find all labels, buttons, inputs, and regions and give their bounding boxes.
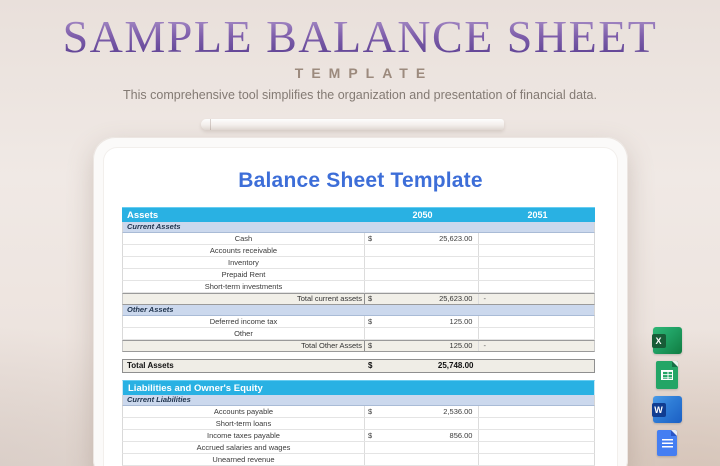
amount-value: 856.00: [449, 431, 473, 440]
table-row: [122, 430, 595, 442]
row-label-cell: Other: [123, 328, 365, 339]
table-row: [122, 352, 595, 359]
amount-cell-2050: [365, 454, 480, 465]
amount-cell-2051: [480, 222, 595, 232]
hero: [0, 11, 720, 102]
amount-cell-2051: [479, 294, 594, 304]
folded-corner-icon: [672, 361, 678, 367]
currency-symbol: $: [367, 407, 373, 416]
amount-cell-2050: [365, 418, 480, 429]
row-label-cell: Short-term investments: [123, 281, 365, 292]
amount-cell-2051: [480, 360, 595, 372]
amount-cell-2050: [365, 269, 480, 280]
row-label-cell: Total Other Assets: [123, 341, 365, 351]
amount-cell-2050: [365, 281, 480, 292]
google-docs-icon[interactable]: [657, 430, 677, 456]
amount-cell-2050: [365, 316, 480, 327]
row-label-cell: Unearned revenue: [123, 454, 365, 465]
tablet-mockup: [93, 137, 628, 466]
table-row: [122, 305, 595, 316]
table-row: [122, 245, 595, 257]
sheets-grid-icon: [661, 370, 673, 380]
amount-cell-2050: [365, 245, 480, 256]
currency-symbol: $: [367, 234, 373, 243]
row-label-cell: Accrued salaries and wages: [123, 442, 365, 453]
table-row: [122, 233, 595, 245]
currency-symbol: $: [367, 317, 373, 326]
word-icon[interactable]: [653, 396, 682, 423]
table-row: [122, 328, 595, 340]
export-format-icons: [651, 327, 683, 456]
folded-corner-icon: [671, 430, 677, 436]
amount-cell-2050: [365, 233, 480, 244]
row-label-cell: Current Assets: [127, 222, 181, 231]
currency-symbol: $: [367, 431, 373, 440]
empty-amount-dash: -: [483, 341, 486, 350]
column-header-2050: 2050: [412, 210, 433, 220]
amount-cell-2050: [365, 430, 480, 441]
amount-cell-2051: [479, 418, 594, 429]
column-header-assets: Assets: [127, 210, 159, 221]
table-row: [122, 418, 595, 430]
table-row: [122, 293, 595, 305]
page-subtitle: TEMPLATE: [294, 65, 434, 81]
row-label-cell: Other Assets: [127, 305, 174, 314]
table-row: [122, 380, 595, 395]
amount-cell-2051: [501, 381, 594, 395]
amount-cell-2050: [408, 381, 501, 395]
table-row: [122, 406, 595, 418]
amount-cell-2050: [365, 406, 480, 417]
table-header-row: [122, 207, 595, 222]
amount-value: 125.00: [449, 341, 473, 350]
amount-cell-2051: [479, 406, 594, 417]
amount-cell-2050: [365, 360, 480, 372]
table-row: [122, 316, 595, 328]
table-row: [122, 395, 595, 406]
amount-cell-2051: [479, 281, 594, 292]
amount-cell-2050: [365, 442, 480, 453]
table-row: [122, 257, 595, 269]
tablet-screen: [103, 147, 618, 466]
excel-icon[interactable]: [653, 327, 682, 354]
amount-cell-2051: [480, 395, 595, 405]
currency-symbol: $: [367, 294, 373, 303]
amount-value: 25,623.00: [439, 294, 473, 303]
amount-value: 25,623.00: [439, 234, 473, 243]
table-row: [122, 359, 595, 373]
amount-cell-2051: [479, 257, 594, 268]
amount-cell-2051: [479, 269, 594, 280]
amount-cell-2051: [480, 305, 595, 315]
amount-cell-2051: [479, 245, 594, 256]
amount-cell-2050: [365, 341, 480, 351]
row-label-cell: Liabilities and Owner's Equity: [128, 383, 263, 394]
excel-letter: X: [652, 334, 666, 348]
table-row: [122, 222, 595, 233]
amount-cell-2050: [365, 328, 480, 339]
table-row: [122, 281, 595, 293]
amount-cell-2050: [365, 395, 480, 405]
table-row: [122, 442, 595, 454]
page-title: SAMPLE BALANCE SHEET: [0, 14, 720, 60]
amount-cell-2051: [479, 328, 594, 339]
amount-cell-2051: [479, 430, 594, 441]
google-sheets-icon[interactable]: [656, 361, 678, 389]
row-label-cell: Inventory: [123, 257, 365, 268]
stylus-pencil: [201, 119, 504, 130]
row-label-cell: Income taxes payable: [123, 430, 365, 441]
currency-symbol: $: [367, 361, 373, 370]
empty-amount-dash: -: [483, 294, 486, 303]
table-row: [122, 454, 595, 466]
row-label-cell: Accounts payable: [123, 406, 365, 417]
row-label-cell: Prepaid Rent: [123, 269, 365, 280]
docs-lines-icon: [662, 439, 673, 450]
amount-cell-2050: [365, 257, 480, 268]
sheet-table: [122, 207, 595, 466]
amount-value: 125.00: [449, 317, 473, 326]
amount-cell-2051: [479, 316, 594, 327]
table-row: [122, 269, 595, 281]
amount-cell-2051: [479, 454, 594, 465]
column-header-2051: 2051: [527, 210, 548, 220]
sheet-title: Balance Sheet Template: [238, 169, 483, 192]
row-label-cell: Current Liabilities: [127, 395, 191, 404]
amount-cell-2051: [479, 233, 594, 244]
row-label-cell: Total Assets: [127, 361, 174, 370]
page-tagline: This comprehensive tool simplifies the organization and presentation of financial data.: [123, 88, 597, 102]
row-label-cell: Total current assets: [123, 294, 365, 304]
row-label-cell: Accounts receivable: [123, 245, 365, 256]
amount-cell-2050: [365, 294, 480, 304]
currency-symbol: $: [367, 341, 373, 350]
row-label-cell: Deferred income tax: [123, 316, 365, 327]
amount-value: 25,748.00: [437, 361, 474, 370]
amount-cell-2051: [479, 442, 594, 453]
amount-cell-2050: [365, 305, 480, 315]
word-letter: W: [652, 403, 666, 417]
table-row: [122, 340, 595, 352]
table-row: [122, 373, 595, 380]
row-label-cell: Cash: [123, 233, 365, 244]
row-label-cell: Short-term loans: [123, 418, 365, 429]
amount-cell-2050: [365, 222, 480, 232]
amount-cell-2051: [479, 341, 594, 351]
amount-value: 2,536.00: [443, 407, 473, 416]
